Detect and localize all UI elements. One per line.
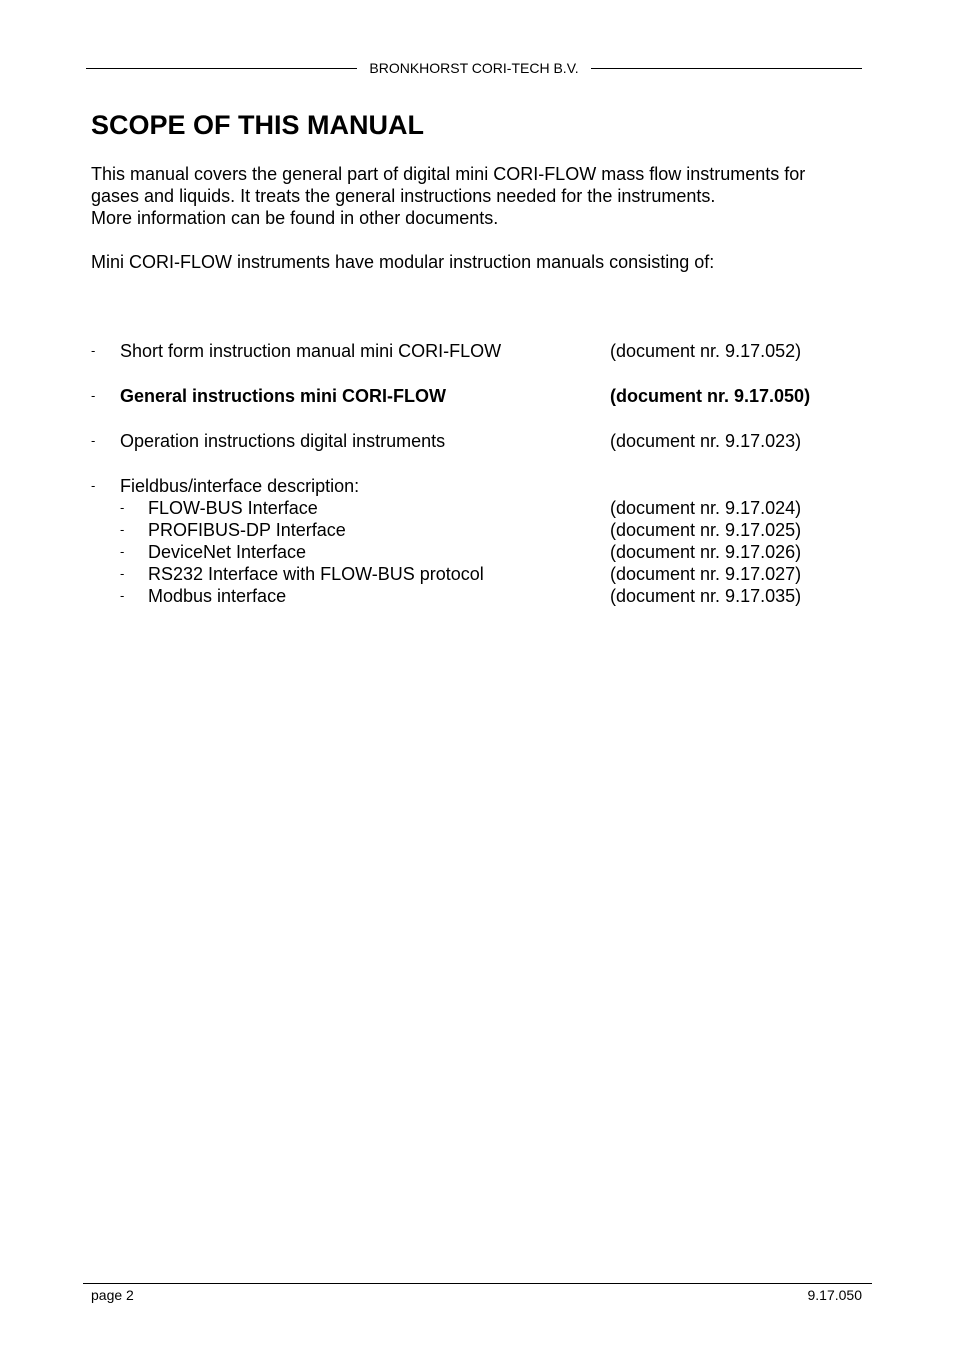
header-company: BRONKHORST CORI-TECH B.V. [369, 60, 579, 76]
interface-title: DeviceNet Interface [148, 542, 307, 562]
manual-title: General instructions mini CORI-FLOW [120, 386, 447, 406]
header-rule-left [86, 68, 357, 69]
list-item [91, 340, 871, 362]
header-rule-right [591, 68, 862, 69]
manual-title: Short form instruction manual mini CORI-FLOW [120, 341, 502, 361]
list-item [91, 585, 871, 607]
manual-title: Fieldbus/interface description: [120, 476, 360, 496]
list-dash: - [120, 588, 125, 603]
footer-document-number: 9.17.050 [807, 1287, 862, 1303]
list-dash: - [91, 433, 96, 448]
list-item [91, 519, 871, 541]
document-number: (document nr. 9.17.035) [610, 586, 802, 606]
interface-title: RS232 Interface with FLOW-BUS protocol [148, 564, 484, 584]
list-item [91, 475, 871, 497]
list-dash: - [120, 522, 125, 537]
list-item [91, 430, 871, 452]
interface-title: FLOW-BUS Interface [148, 498, 318, 518]
document-number: (document nr. 9.17.026) [610, 542, 802, 562]
list-dash: - [91, 343, 96, 358]
list-item [91, 563, 871, 585]
list-dash: - [120, 566, 125, 581]
list-item [91, 497, 871, 519]
page-number: page 2 [91, 1287, 134, 1303]
manual-list [91, 340, 871, 607]
intro-paragraph [91, 163, 871, 229]
page-header [86, 57, 862, 79]
list-item [91, 385, 871, 407]
list-dash: - [91, 478, 96, 493]
page-title: SCOPE OF THIS MANUAL [91, 110, 425, 140]
manual-title: Operation instructions digital instruments [120, 431, 446, 451]
modular-intro: Mini CORI-FLOW instruments have modular instruction manuals consisting of: [91, 252, 715, 272]
page-footer [83, 1283, 872, 1303]
interface-title: Modbus interface [148, 586, 287, 606]
document-number: (document nr. 9.17.052) [610, 341, 802, 361]
intro-line: This manual covers the general part of digital mini CORI-FLOW mass flow instruments for [91, 164, 806, 184]
document-number: (document nr. 9.17.027) [610, 564, 802, 584]
document-number: (document nr. 9.17.024) [610, 498, 802, 518]
list-dash: - [120, 544, 125, 559]
intro-line: gases and liquids. It treats the general instructions needed for the instruments. [91, 186, 716, 206]
list-dash: - [120, 500, 125, 515]
intro-line: More information can be found in other documents. [91, 208, 499, 228]
list-item [91, 541, 871, 563]
list-dash: - [91, 388, 96, 403]
document-number: (document nr. 9.17.050) [610, 386, 811, 406]
interface-title: PROFIBUS-DP Interface [148, 520, 346, 540]
document-number: (document nr. 9.17.025) [610, 520, 802, 540]
document-number: (document nr. 9.17.023) [610, 431, 802, 451]
